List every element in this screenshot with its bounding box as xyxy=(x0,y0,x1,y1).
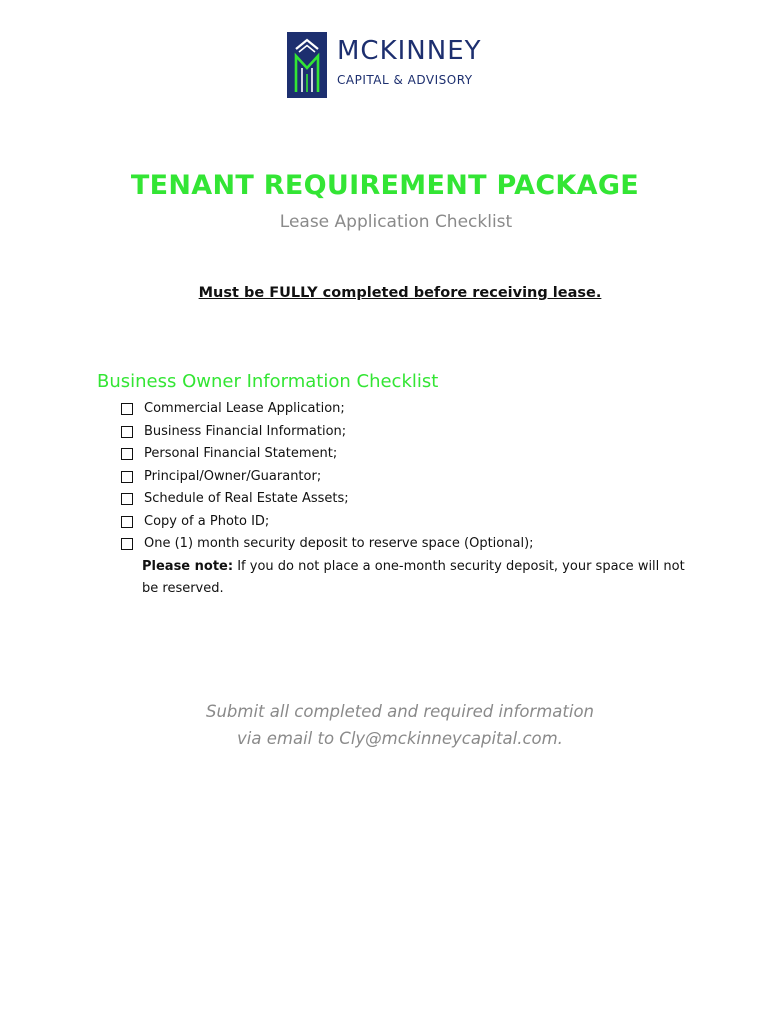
page-subtitle: Lease Application Checklist xyxy=(279,212,513,232)
company-logo xyxy=(287,32,482,98)
checklist-item xyxy=(121,421,721,444)
checklist-item xyxy=(121,398,721,421)
checklist-title: Business Owner Information Checklist xyxy=(97,371,439,392)
logo-name: MCKINNEY xyxy=(337,36,482,66)
checkbox[interactable] xyxy=(121,426,133,438)
checklist-item-label: Principal/Owner/Guarantor; xyxy=(144,468,322,484)
checklist-item xyxy=(121,466,721,489)
checkbox[interactable] xyxy=(121,471,133,483)
checkbox[interactable] xyxy=(121,403,133,415)
checklist-item xyxy=(121,488,721,511)
checklist-item xyxy=(121,443,721,466)
checkbox[interactable] xyxy=(121,538,133,550)
completion-notice: Must be FULLY completed before receiving lease. xyxy=(198,285,602,301)
checklist-item-label: Business Financial Information; xyxy=(144,423,347,439)
checklist-item-label: Commercial Lease Application; xyxy=(144,401,345,416)
submission-instructions xyxy=(0,698,770,752)
note-text: If you do not place a one-month security deposit, your space will not be reserved. xyxy=(142,559,685,596)
logo-text xyxy=(337,32,482,87)
checklist-item-label: Copy of a Photo ID; xyxy=(144,513,270,529)
deposit-note xyxy=(142,556,702,600)
checkbox[interactable] xyxy=(121,448,133,460)
checklist xyxy=(121,398,721,556)
checklist-item-label: Schedule of Real Estate Assets; xyxy=(144,491,349,506)
note-label: Please note: xyxy=(142,559,234,574)
submission-line-2: via email to Cly@mckinneycapital.com. xyxy=(237,729,563,748)
checklist-item xyxy=(121,511,721,534)
checklist-item-label: One (1) month security deposit to reserve space (Optional); xyxy=(144,536,534,551)
page-title: TENANT REQUIREMENT PACKAGE xyxy=(130,170,640,201)
building-logo-icon xyxy=(287,32,327,98)
checklist-item-label: Personal Financial Statement; xyxy=(144,446,338,461)
checkbox[interactable] xyxy=(121,516,133,528)
logo-subtitle: CAPITAL & ADVISORY xyxy=(337,73,473,87)
checklist-item xyxy=(121,533,721,556)
submission-line-1: Submit all completed and required information xyxy=(206,702,594,721)
checkbox[interactable] xyxy=(121,493,133,505)
